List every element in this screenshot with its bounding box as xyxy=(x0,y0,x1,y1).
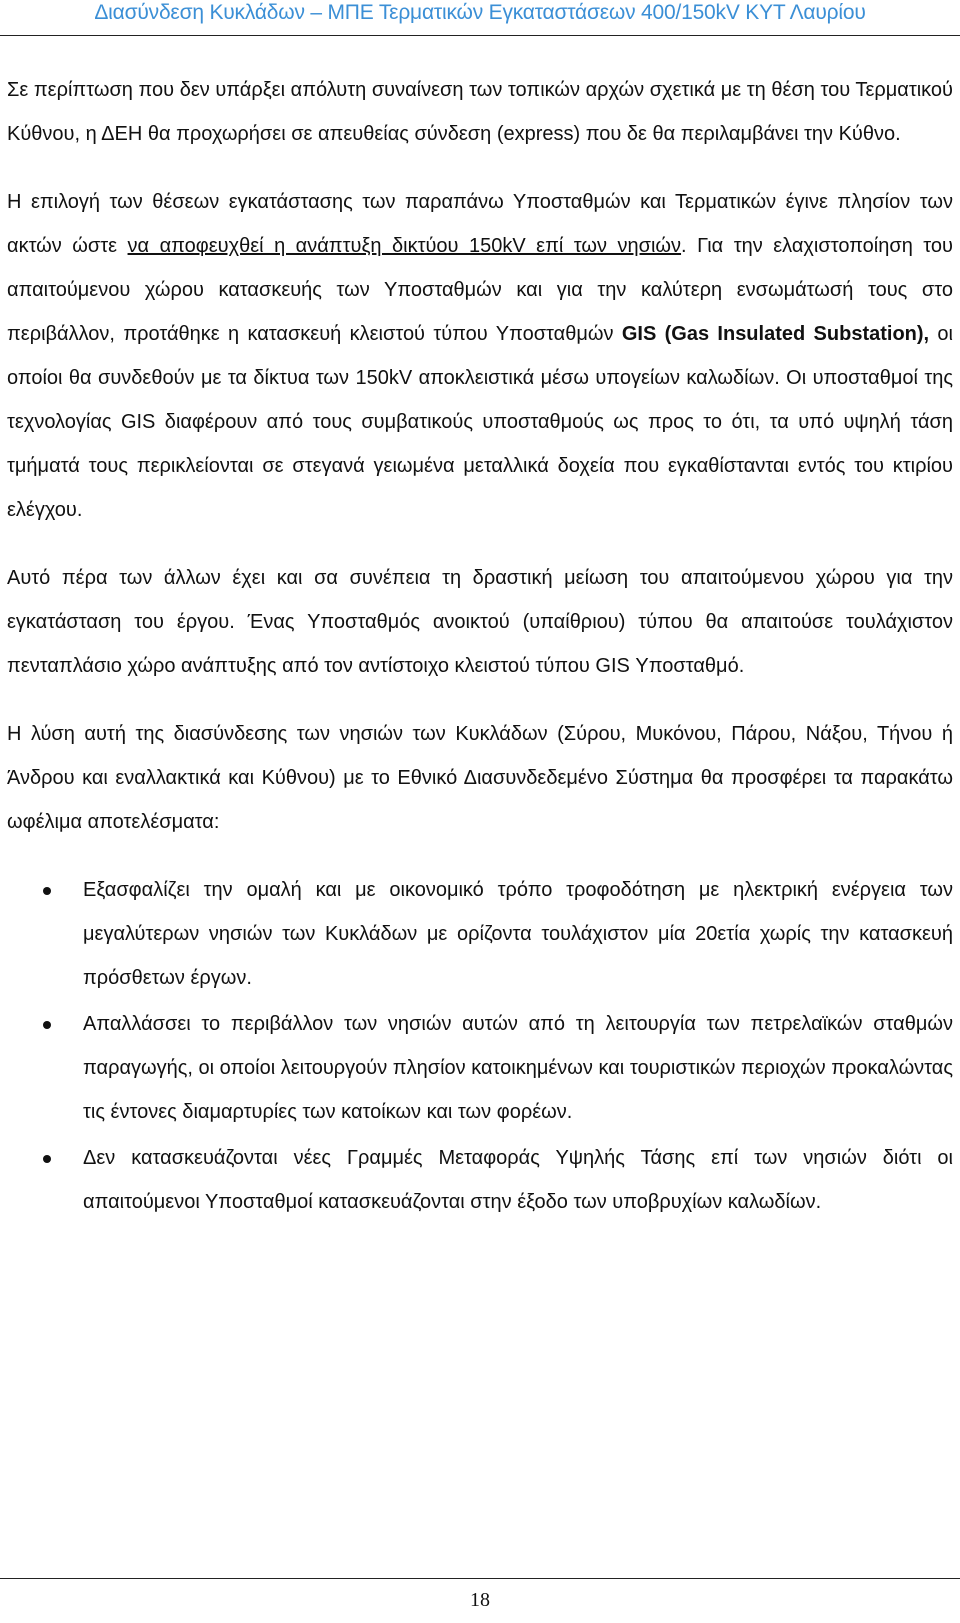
list-item xyxy=(7,868,953,1000)
list-item-text: Δεν κατασκευάζονται νέες Γραμμές Μεταφοράς Υψηλής Τάσης επί των νησιών διότι οι απαιτούμενοι Υποσταθμοί κατασκευάζονται στην έξοδο των υποβρυχίων καλωδίων. xyxy=(83,1147,953,1213)
header-divider xyxy=(0,35,960,36)
bullet-icon xyxy=(43,1155,51,1163)
list-item xyxy=(7,1002,953,1134)
footer-divider xyxy=(0,1578,960,1579)
paragraph-text: οι οποίοι θα συνδεθούν με τα δίκτυα των 150kV αποκλειστικά μέσω υπογείων καλωδίων. Οι υποσταθμοί της τεχνολογίας GIS διαφέρουν από τους συμβατικούς υποσταθμούς ως προς το ότι, τα υπό υψηλή τάση τμήματά τους περικλείονται σε στεγανά γειωμένα μεταλλικά δοχεία που εγκαθίστανται εντός του κτιρίου ελέγχου. xyxy=(7,323,953,521)
bullet-icon xyxy=(43,887,51,895)
paragraph-kythnos-express: Σε περίπτωση που δεν υπάρξει απόλυτη συναίνεση των τοπικών αρχών σχετικά με τη θέση του Τερματικού Κύθνου, η ΔΕΗ θα προχωρήσει σε απευθείας σύνδεση (express) που δε θα περιλαμβάνει την Κύθνο. xyxy=(7,79,953,145)
paragraph-space-reduction: Αυτό πέρα των άλλων έχει και σα συνέπεια τη δραστική μείωση του απαιτούμενου χώρου για την εγκατάσταση του έργου. Ένας Υποσταθμός ανοικτού (υπαίθριου) τύπου θα απαιτούσε τουλάχιστον πενταπλάσιο χώρο ανάπτυξης από τον αντίστοιχο κλειστού τύπου GIS Υποσταθμό. xyxy=(7,567,953,677)
list-item-text: Απαλλάσσει το περιβάλλον των νησιών αυτών από τη λειτουργία των πετρελαϊκών σταθμών παραγωγής, οι οποίοι λειτουργούν πλησίον κατοικημένων και τουριστικών περιοχών προκαλώντας τις έντονες διαμαρτυρίες των κατοίκων και των φορέων. xyxy=(83,1013,953,1123)
document-body xyxy=(7,68,953,1226)
paragraph-text: . Για την ελαχιστοποίηση του απαιτούμενου χώρου κατασκευής των Υποσταθμών και για την καλύτερη ενσωμάτωσή τους στο περιβάλλον, προτάθηκε η κατασκευή κλειστού τύπου Υποσταθμών xyxy=(7,235,953,345)
paragraph-substation-locations xyxy=(7,180,953,532)
list-item-text: Εξασφαλίζει την ομαλή και με οικονομικό τρόπο τροφοδότηση με ηλεκτρική ενέργεια των μεγαλύτερων νησιών των Κυκλάδων με ορίζοντα τουλάχιστον μία 20ετία χωρίς την κατασκευή πρόσθετων έργων. xyxy=(83,879,953,989)
document-header: Διασύνδεση Κυκλάδων – ΜΠΕ Τερματικών Εγκαταστάσεων 400/150kV ΚΥΤ Λαυρίου xyxy=(94,1,866,24)
benefits-list xyxy=(7,868,953,1224)
paragraph-text: Η επιλογή των θέσεων εγκατάστασης των παραπάνω Υποσταθμών και Τερματικών έγινε πλησίον των ακτών ώστε xyxy=(7,191,953,257)
page-number: 18 xyxy=(470,1589,490,1611)
underlined-text: να αποφευχθεί η ανάπτυξη δικτύου 150kV επί των νησιών xyxy=(127,235,682,257)
list-item xyxy=(7,1136,953,1224)
paragraph-interconnection-benefits: Η λύση αυτή της διασύνδεσης των νησιών των Κυκλάδων (Σύρου, Μυκόνου, Πάρου, Νάξου, Τήνου ή Άνδρου και εναλλακτικά και Κύθνου) με το Εθνικό Διασυνδεδεμένο Σύστημα θα προσφέρει τα παρακάτω ωφέλιμα αποτελέσματα: xyxy=(7,723,953,833)
bullet-icon xyxy=(43,1021,51,1029)
bold-term-gis: GIS (Gas Insulated Substation), xyxy=(621,323,930,345)
